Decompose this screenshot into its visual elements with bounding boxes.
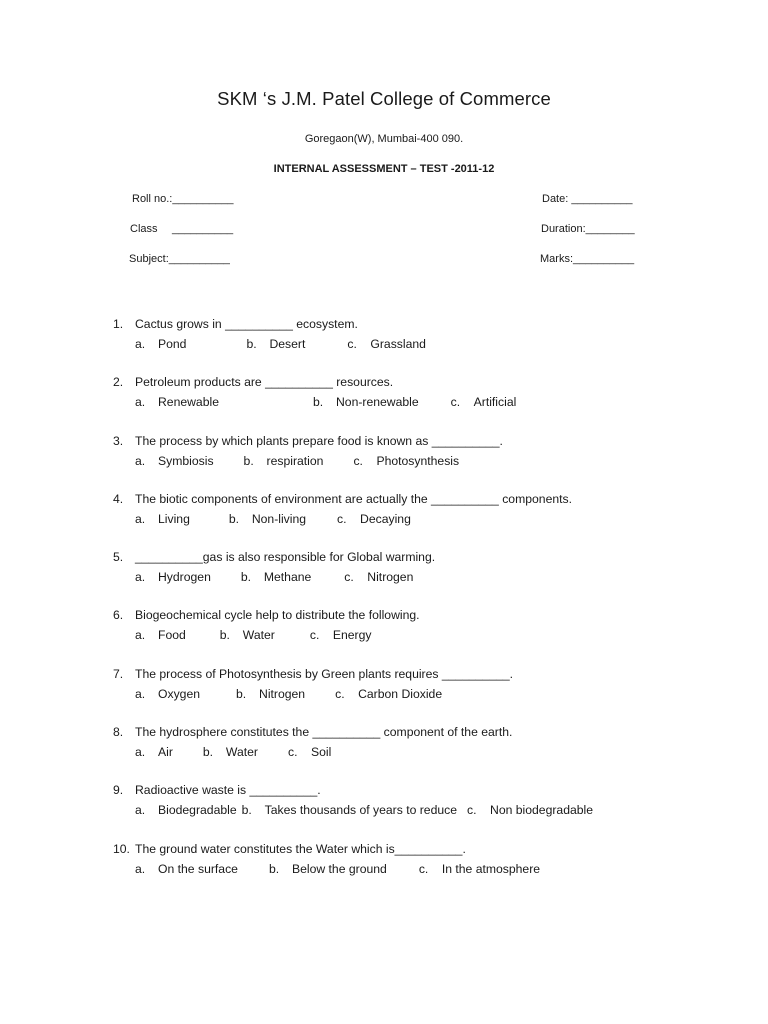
question-item	[113, 489, 713, 547]
question-number: 1.	[113, 317, 124, 331]
option-letter: a.	[135, 803, 146, 818]
option-letter: a.	[135, 511, 146, 526]
subject-field: Subject:__________	[129, 253, 230, 265]
answer-options	[113, 509, 713, 529]
answer-option	[236, 684, 305, 704]
option-text: Desert	[269, 337, 306, 351]
question-number: 7.	[113, 666, 124, 681]
answer-options	[113, 800, 713, 820]
answer-options	[113, 451, 713, 471]
question-line	[113, 431, 713, 451]
option-text: Living	[158, 511, 190, 526]
question-line	[113, 605, 713, 625]
college-title: SKM ‘s J.M. Patel College of Commerce	[217, 88, 551, 109]
question-line	[113, 664, 713, 684]
option-letter: b.	[312, 395, 324, 410]
question-text: Radioactive waste is __________.	[135, 783, 321, 798]
option-text: Takes thousands of years to reduce	[264, 803, 458, 818]
option-letter: c.	[287, 745, 298, 760]
option-letter: a.	[135, 570, 146, 585]
option-letter: a.	[135, 861, 146, 876]
option-text: Below the ground	[291, 861, 387, 876]
option-text: On the surface	[158, 861, 238, 876]
question-text: The hydrosphere constitutes the __________ component of the earth.	[135, 725, 513, 740]
option-text: Nitrogen	[259, 686, 306, 701]
option-text: Methane	[263, 570, 312, 585]
option-letter: c.	[309, 628, 320, 643]
answer-option	[241, 567, 311, 587]
option-text: Hydrogen	[158, 570, 211, 585]
option-letter: b.	[243, 453, 254, 468]
question-item	[113, 780, 713, 838]
option-letter: c.	[337, 511, 347, 526]
test-title: INTERNAL ASSESSMENT – TEST -2011-12	[273, 163, 495, 175]
option-text: Carbon Dioxide	[358, 686, 443, 701]
class-blank: __________	[172, 223, 234, 235]
option-text: Non-renewable	[335, 395, 419, 410]
option-letter: b.	[236, 686, 247, 701]
question-line	[113, 314, 713, 334]
answer-option	[347, 334, 426, 354]
question-line	[113, 547, 713, 567]
answer-options	[113, 859, 713, 879]
answer-option	[467, 800, 593, 820]
question-number: 10.	[113, 841, 130, 856]
answer-option	[135, 334, 186, 354]
question-number: 2.	[113, 375, 124, 390]
option-letter: b.	[228, 511, 240, 526]
option-letter: b.	[268, 861, 280, 876]
answer-option	[242, 800, 457, 820]
question-number: 6.	[113, 608, 124, 623]
answer-option	[135, 451, 214, 471]
option-text: Photosynthesis	[376, 453, 460, 468]
answer-option	[269, 859, 387, 879]
answer-option	[310, 625, 372, 645]
option-letter: c.	[467, 803, 477, 818]
answer-option	[135, 567, 211, 587]
question-text: Cactus grows in __________ ecosystem.	[135, 317, 358, 331]
option-text: Oxygen	[158, 686, 201, 701]
question-item	[113, 839, 713, 897]
option-letter: c.	[347, 337, 357, 351]
option-letter: a.	[135, 628, 146, 643]
answer-option	[203, 742, 258, 762]
question-line	[113, 489, 713, 509]
option-text: Energy	[332, 628, 372, 643]
duration-field: Duration:________	[541, 223, 635, 235]
answer-options	[113, 392, 713, 412]
option-text: Symbiosis	[158, 453, 214, 468]
answer-options	[113, 684, 713, 704]
option-text: Soil	[310, 745, 332, 760]
question-number: 9.	[113, 783, 124, 798]
answer-option	[246, 334, 305, 354]
question-text: Biogeochemical cycle help to distribute the following.	[135, 608, 420, 623]
option-text: Nitrogen	[367, 570, 414, 585]
question-item	[113, 547, 713, 605]
question-list	[113, 314, 713, 897]
answer-option	[135, 625, 186, 645]
option-text: Food	[158, 628, 186, 643]
option-text: Water	[242, 628, 275, 643]
question-text: The biotic components of environment are actually the __________ components.	[135, 491, 572, 506]
option-text: Air	[158, 745, 173, 760]
answer-option	[288, 742, 331, 762]
option-letter: a.	[135, 395, 146, 410]
question-item	[113, 605, 713, 663]
option-letter: a.	[135, 337, 146, 351]
question-text: The process of Photosynthesis by Green plants requires __________.	[135, 666, 514, 681]
question-number: 8.	[113, 725, 124, 740]
question-number: 4.	[113, 491, 124, 506]
option-letter: a.	[135, 686, 146, 701]
option-letter: c.	[353, 453, 363, 468]
answer-option	[135, 509, 190, 529]
answer-option	[419, 859, 540, 879]
college-address: Goregaon(W), Mumbai-400 090.	[304, 133, 464, 145]
option-letter: a.	[135, 453, 146, 468]
date-field: Date: __________	[542, 193, 633, 205]
answer-options	[113, 625, 713, 645]
option-letter: c.	[450, 395, 461, 410]
question-number: 5.	[113, 550, 124, 565]
answer-option	[451, 392, 517, 412]
answer-options	[113, 567, 713, 587]
roll-number-field: Roll no.:__________	[132, 193, 234, 205]
answer-option	[135, 859, 238, 879]
option-text: Renewable	[158, 395, 219, 410]
option-letter: b.	[241, 803, 252, 818]
option-letter: c.	[344, 570, 354, 585]
marks-field: Marks:__________	[540, 253, 635, 265]
answer-option	[135, 800, 237, 820]
question-number: 3.	[113, 433, 124, 448]
answer-option	[229, 509, 306, 529]
option-text: Decaying	[360, 511, 411, 526]
answer-options	[113, 334, 713, 354]
question-text: The process by which plants prepare food is known as __________.	[135, 433, 503, 448]
question-line	[113, 780, 713, 800]
question-line	[113, 372, 713, 392]
class-label: Class	[130, 223, 158, 235]
question-item	[113, 314, 713, 372]
option-letter: a.	[135, 745, 146, 760]
answer-option	[244, 451, 324, 471]
option-letter: b.	[202, 745, 214, 760]
option-letter: c.	[418, 861, 429, 876]
question-text: __________gas is also responsible for Global warming.	[135, 550, 436, 565]
option-letter: b.	[240, 570, 252, 585]
question-text: Petroleum products are __________ resources.	[135, 375, 394, 390]
answer-option	[220, 625, 275, 645]
question-line	[113, 722, 713, 742]
answer-option	[337, 509, 411, 529]
option-letter: b.	[219, 628, 230, 643]
question-line	[113, 839, 713, 859]
answer-options	[113, 742, 713, 762]
option-text: Non-living	[251, 511, 307, 526]
answer-option	[353, 451, 459, 471]
answer-option	[135, 392, 219, 412]
option-text: Pond	[158, 337, 187, 351]
option-letter: b.	[246, 337, 257, 351]
option-text: Artificial	[473, 395, 517, 410]
answer-option	[135, 742, 173, 762]
option-text: In the atmosphere	[441, 861, 541, 876]
answer-option	[135, 684, 200, 704]
question-item	[113, 722, 713, 780]
answer-option	[313, 392, 419, 412]
option-text: respiration	[266, 453, 324, 468]
question-item	[113, 431, 713, 489]
option-letter: c.	[335, 686, 345, 701]
question-item	[113, 372, 713, 430]
option-text: Biodegradable	[158, 803, 237, 818]
option-text: Grassland	[370, 337, 426, 351]
option-text: Water	[225, 745, 258, 760]
question-text: The ground water constitutes the Water which is__________.	[135, 841, 466, 856]
question-item	[113, 664, 713, 722]
answer-option	[344, 567, 413, 587]
answer-option	[335, 684, 442, 704]
option-text: Non biodegradable	[490, 803, 594, 818]
